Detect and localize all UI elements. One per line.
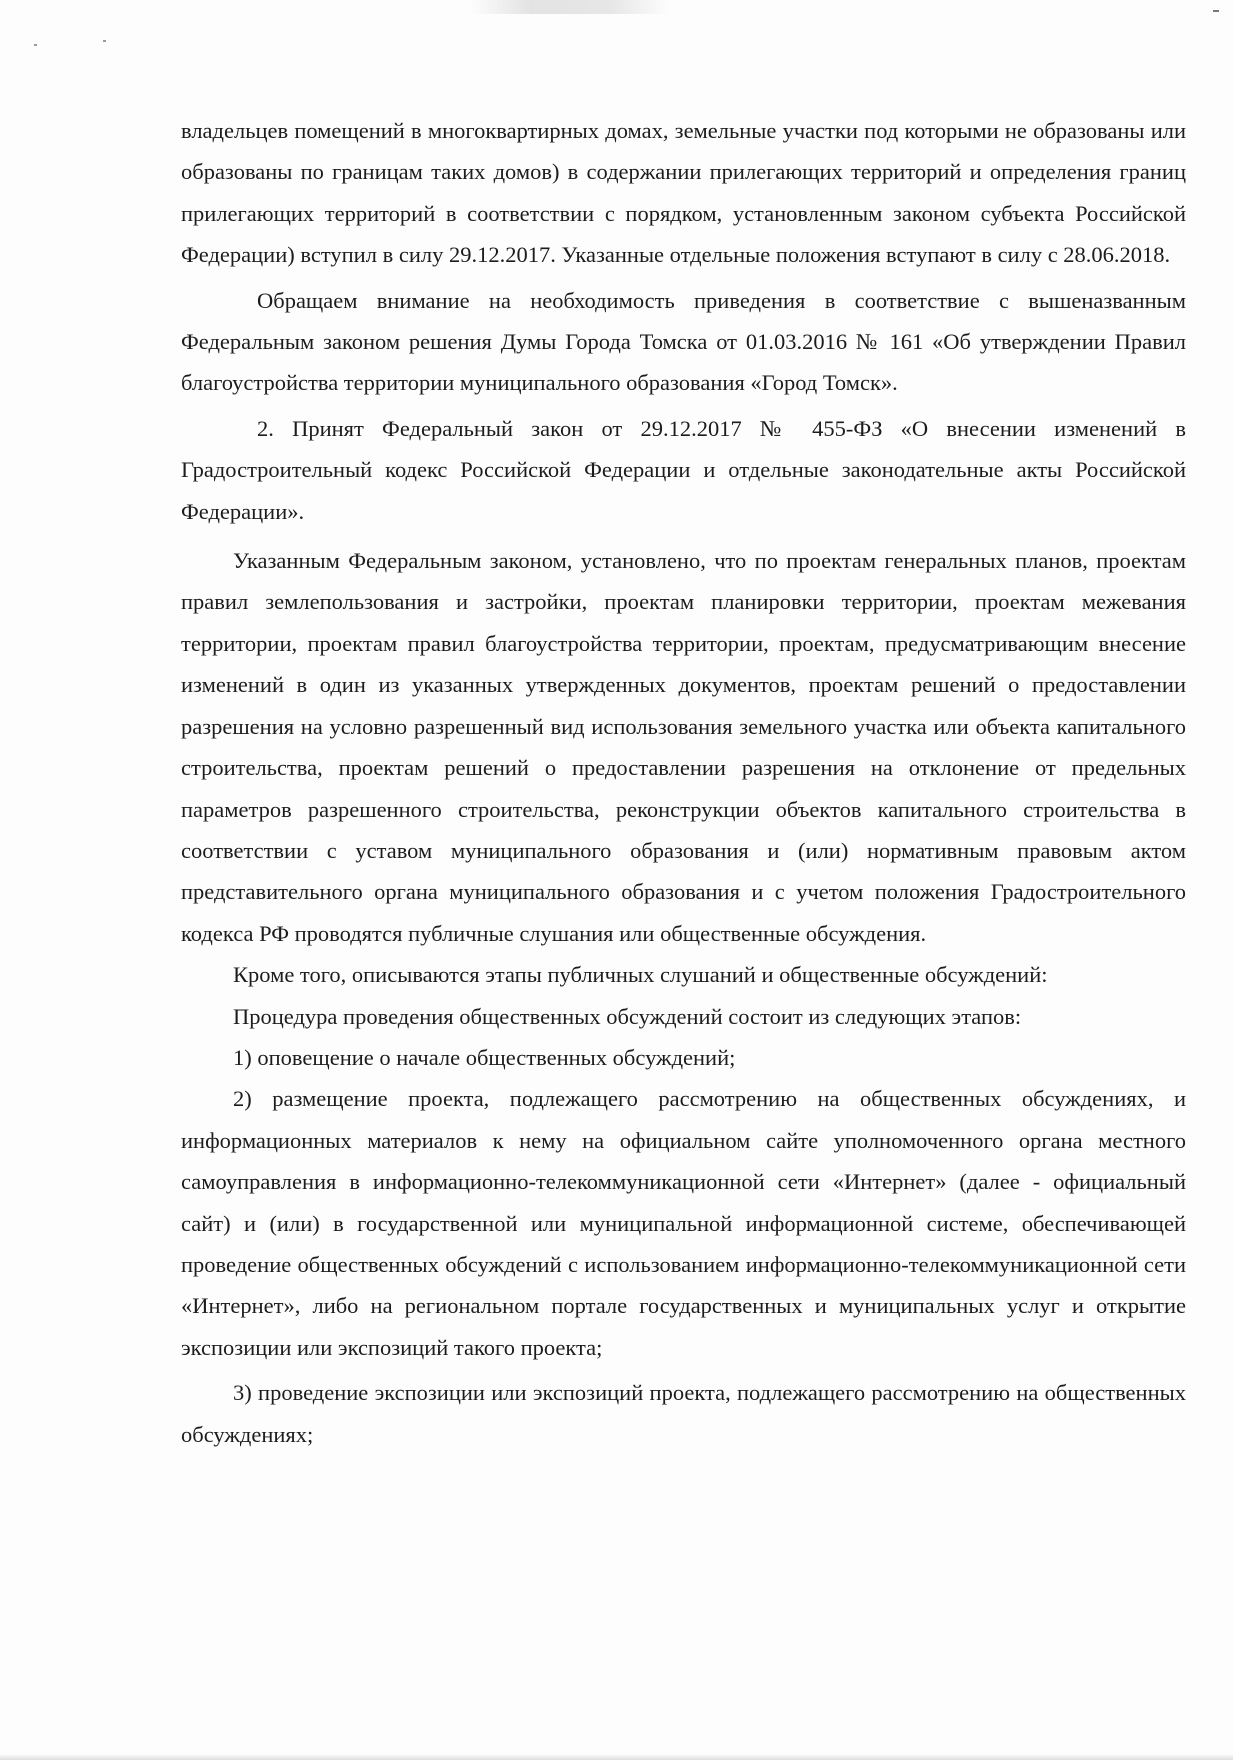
paragraph: Процедура проведения общественных обсуждений состоит из следующих этапов: <box>233 1003 1022 1029</box>
paragraph: 2. Принят Федеральный закон от 29.12.2017 № 455-ФЗ «О внесении изменений в Градостроительный кодекс Российской Федерации и отдельные законодательные акты Российской Федерации». <box>181 415 1186 524</box>
scan-artifact <box>0 1754 1233 1760</box>
scan-artifact <box>1213 10 1219 12</box>
paragraph: Кроме того, описываются этапы публичных слушаний и общественные обсуждений: <box>233 962 1048 988</box>
list-item: 3) проведение экспозиции или экспозиций проекта, подлежащего рассмотрению на общественных обсуждениях; <box>181 1380 1186 1447</box>
paragraph: Указанным Федеральным законом, установлено, что по проектам генеральных планов, проектам правил землепользования и застройки, проектам планировки территории, проектам межевания территории, проектам правил благоустройства территории, проектам, предусматривающим внесение изменений в один из указанных утвержденных документов, проектам решений о предоставлении разрешения на условно разрешенный вид использования земельного участка или объекта капитального строительства, проектам решений о предоставлении разрешения на отклонение от предельных параметров разрешенного строительства, реконструкции объектов капитального строительства в соответствии с уставом муниципального образования и (или) нормативным правовым актом представительного органа муниципального образования и с учетом положения Градостроительного кодекса РФ проводятся публичные слушания или общественные обсуждения. <box>181 548 1186 946</box>
scan-artifact <box>470 0 670 14</box>
list-item: 1) оповещение о начале общественных обсуждений; <box>233 1044 736 1070</box>
paragraph: Обращаем внимание на необходимость приведения в соответствие с вышеназванным Федеральным законом решения Думы Города Томска от 01.03.2016 № 161 «Об утверждении Правил благоустройства территории муниципального образования «Город Томск». <box>181 287 1186 396</box>
scan-artifact <box>103 40 106 42</box>
paragraph: владельцев помещений в многоквартирных домах, земельные участки под которыми не образованы или образованы по границам таких домов) в содержании прилегающих территорий и определения границ прилегающих территорий в соответствии с порядком, установленным законом субъекта Российской Федерации) вступил в силу 29.12.2017. Указанные отдельные положения вступают в силу с 28.06.2018. <box>181 118 1186 268</box>
scan-artifact <box>34 44 37 46</box>
document-body <box>181 110 1186 1455</box>
list-item: 2) размещение проекта, подлежащего рассмотрению на общественных обсуждениях, и информационных материалов к нему на официальном сайте уполномоченного органа местного самоуправления в информационно-телекоммуникационной сети «Интернет» (далее - официальный сайт) и (или) в государственной или муниципальной информационной системе, обеспечивающей проведение общественных обсуждений с использованием информационно-телекоммуникационной сети «Интернет», либо на региональном портале государственных и муниципальных услуг и открытие экспозиции или экспозиций такого проекта; <box>181 1086 1186 1360</box>
